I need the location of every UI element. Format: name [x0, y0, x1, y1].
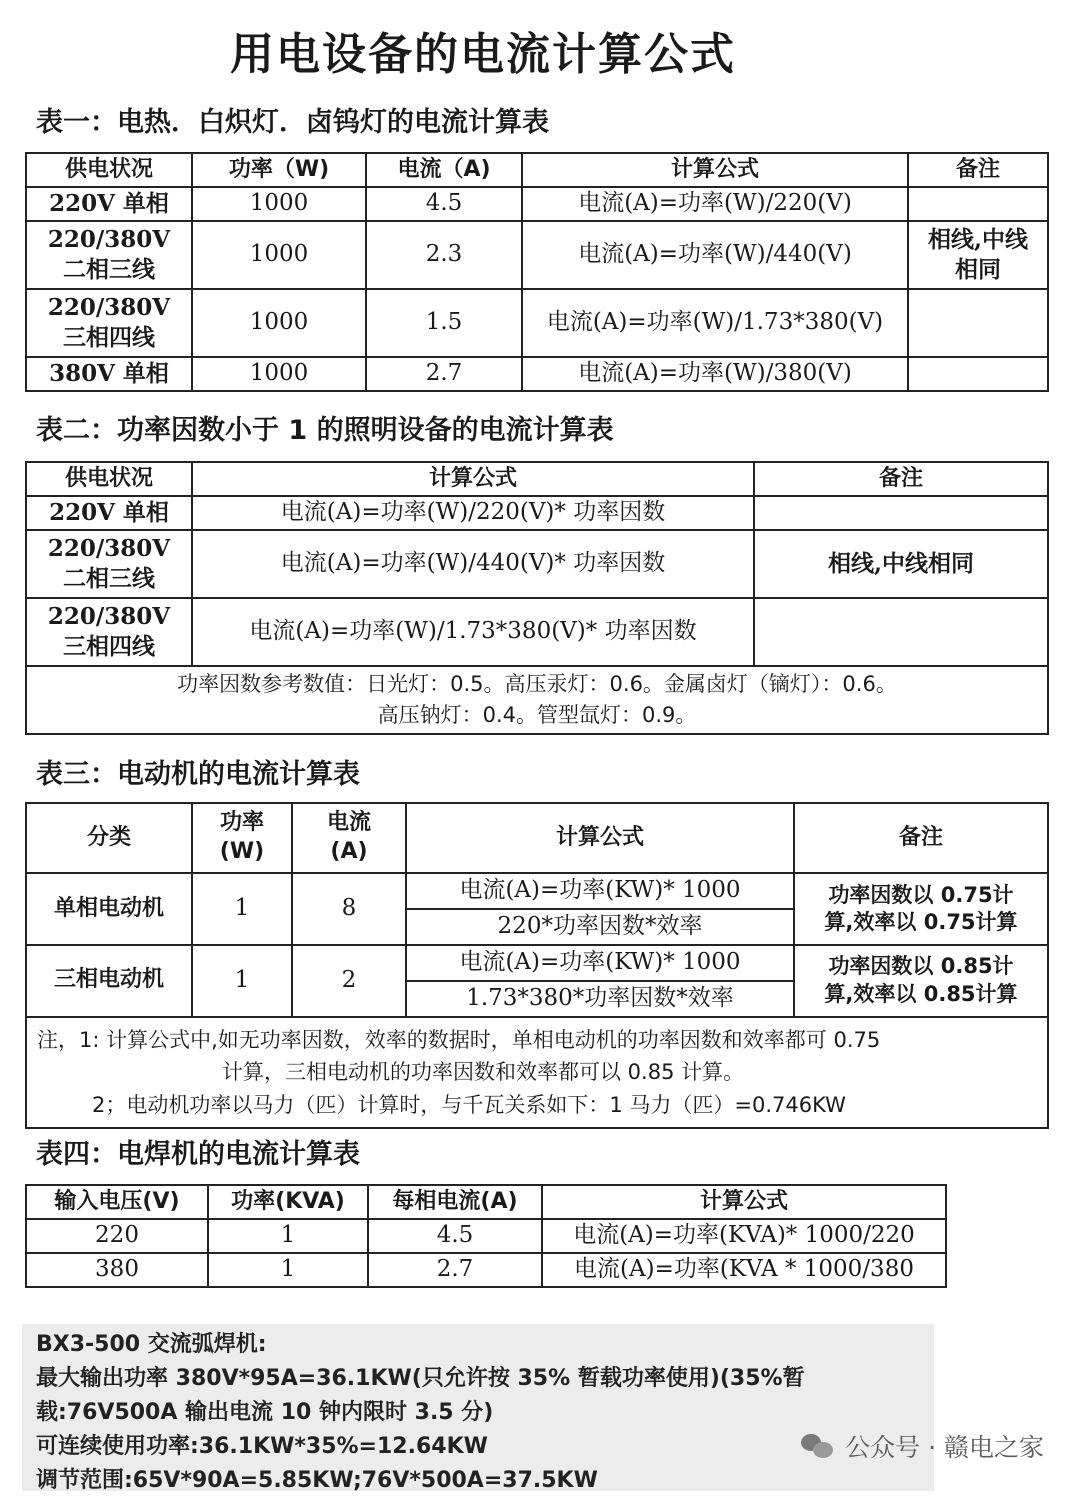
page-title: 用电设备的电流计算公式 [230, 29, 736, 80]
table4-cell: 220 [26, 1219, 208, 1253]
table1-cell [908, 357, 1048, 391]
table3-header-cell: 备注 [794, 803, 1048, 873]
table3 [25, 802, 1049, 1129]
table1-cell: 2.7 [366, 357, 522, 391]
table3-formula [406, 873, 794, 945]
table1-cell: 4.5 [366, 187, 522, 221]
table3-note: 功率因数以 0.75计 算,效率以 0.75计算 [794, 873, 1048, 945]
watermark-text: 公众号 · 赣电之家 [845, 1433, 1044, 1462]
table4-cell: 380 [26, 1253, 208, 1287]
table4-header-cell: 功率(KVA) [208, 1185, 368, 1219]
table1-formula: 电流(A)=功率(W)/220(V) [522, 187, 908, 221]
table2-footnote [26, 666, 1048, 734]
welder-spec-line: 最大输出功率 380V*95A=36.1KW(只允许按 35% 暂载功率使用)(35%暂 [36, 1366, 805, 1391]
welder-spec-line: 载:76V500A 输出电流 10 钟内限时 3.5 分) [36, 1400, 494, 1425]
table1-cell: 1000 [192, 187, 366, 221]
table1-header-cell: 电流（A) [366, 153, 522, 187]
table3-header-cell: 电流 (A) [292, 803, 406, 873]
table2-header-cell: 备注 [754, 462, 1048, 496]
table3-header-cell: 功率 (W) [192, 803, 292, 873]
table4-cell: 2.7 [368, 1253, 542, 1287]
table1-formula: 电流(A)=功率(W)/380(V) [522, 357, 908, 391]
formula-numerator: 电流(A)=功率(KW)* 1000 [407, 946, 793, 982]
table2-note-line2: 高压钠灯：0.4。管型氙灯：0.9。 [377, 703, 697, 727]
table4-heading: 表四：电焊机的电流计算表 [36, 1139, 360, 1170]
table4-cell: 1 [208, 1219, 368, 1253]
table3-note-line3: 2；电动机功率以马力（匹）计算时，与千瓦关系如下：1 马力（匹）=0.746KW [92, 1092, 846, 1117]
table3-footnote [26, 1017, 1048, 1129]
table2-formula: 电流(A)=功率(W)/1.73*380(V)* 功率因数 [192, 598, 754, 666]
table4-formula: 电流(A)=功率(KVA * 1000/380 [542, 1253, 946, 1287]
table3-cell: 2 [292, 945, 406, 1017]
table1 [25, 152, 1049, 392]
table1-note: 相线,中线 相同 [908, 221, 1048, 289]
table1-heading: 表一：电热．白炽灯．卤钨灯的电流计算表 [36, 107, 549, 138]
table3-heading: 表三：电动机的电流计算表 [36, 759, 360, 790]
table1-header-cell: 备注 [908, 153, 1048, 187]
table1-cell [908, 289, 1048, 357]
table1-cell: 220/380V 三相四线 [26, 289, 192, 357]
table1-header-cell: 功率（W) [192, 153, 366, 187]
table3-note: 功率因数以 0.85计 算,效率以 0.85计算 [794, 945, 1048, 1017]
table1-cell: 1000 [192, 289, 366, 357]
table3-cell: 1 [192, 945, 292, 1017]
watermark [801, 1428, 1044, 1464]
table1-cell: 1.5 [366, 289, 522, 357]
wechat-icon [801, 1432, 835, 1460]
table2 [25, 461, 1049, 735]
welder-spec-block [22, 1324, 934, 1491]
table1-header-cell: 计算公式 [522, 153, 908, 187]
welder-spec-line: BX3-500 交流弧焊机: [36, 1332, 267, 1357]
table2-header-cell: 计算公式 [192, 462, 754, 496]
formula-denominator: 1.73*380*功率因数*效率 [466, 984, 734, 1011]
table3-motor-type: 三相电动机 [26, 945, 192, 1017]
welder-spec-line: 调节范围:65V*90A=5.85KW;76V*500A=37.5KW [36, 1468, 598, 1493]
table1-cell: 1000 [192, 357, 366, 391]
table1-cell: 2.3 [366, 221, 522, 289]
table3-motor-type: 单相电动机 [26, 873, 192, 945]
table2-cell: 220/380V 二相三线 [26, 530, 192, 598]
table2-cell: 220/380V 三相四线 [26, 598, 192, 666]
table1-cell: 380V 单相 [26, 357, 192, 391]
table4-cell: 4.5 [368, 1219, 542, 1253]
table3-note-line2: 计算，三相电动机的功率因数和效率都可以 0.85 计算。 [222, 1060, 745, 1085]
table2-formula: 电流(A)=功率(W)/440(V)* 功率因数 [192, 530, 754, 598]
formula-denominator: 220*功率因数*效率 [497, 912, 703, 939]
table3-header-cell: 计算公式 [406, 803, 794, 873]
welder-spec-line: 可连续使用功率:36.1KW*35%=12.64KW [36, 1434, 488, 1459]
table3-header-cell: 分类 [26, 803, 192, 873]
table3-cell: 8 [292, 873, 406, 945]
table3-note-line1: 注，1: 计算公式中,如无功率因数，效率的数据时，单相电动机的功率因数和效率都可 0.75 [37, 1027, 881, 1052]
table4-header-cell: 每相电流(A) [368, 1185, 542, 1219]
table1-cell: 1000 [192, 221, 366, 289]
table4-header-cell: 输入电压(V) [26, 1185, 208, 1219]
table4-header-cell: 计算公式 [542, 1185, 946, 1219]
table2-formula: 电流(A)=功率(W)/220(V)* 功率因数 [192, 496, 754, 530]
table2-header-cell: 供电状况 [26, 462, 192, 496]
table1-header-cell: 供电状况 [26, 153, 192, 187]
table2-cell [754, 496, 1048, 530]
table4-cell: 1 [208, 1253, 368, 1287]
table2-cell: 220V 单相 [26, 496, 192, 530]
table2-cell [754, 598, 1048, 666]
table4-formula: 电流(A)=功率(KVA)* 1000/220 [542, 1219, 946, 1253]
table1-cell: 220V 单相 [26, 187, 192, 221]
table3-cell: 1 [192, 873, 292, 945]
table3-formula [406, 945, 794, 1017]
formula-numerator: 电流(A)=功率(KW)* 1000 [407, 874, 793, 910]
table1-formula: 电流(A)=功率(W)/440(V) [522, 221, 908, 289]
table1-cell: 220/380V 二相三线 [26, 221, 192, 289]
table2-note: 相线,中线相同 [754, 530, 1048, 598]
table4 [25, 1184, 947, 1288]
table1-cell [908, 187, 1048, 221]
table2-note-line1: 功率因数参考数值：日光灯：0.5。高压汞灯：0.6。金属卤灯（镝灯）：0.6。 [177, 671, 897, 696]
table1-formula: 电流(A)=功率(W)/1.73*380(V) [522, 289, 908, 357]
table2-heading: 表二：功率因数小于 1 的照明设备的电流计算表 [36, 415, 614, 446]
